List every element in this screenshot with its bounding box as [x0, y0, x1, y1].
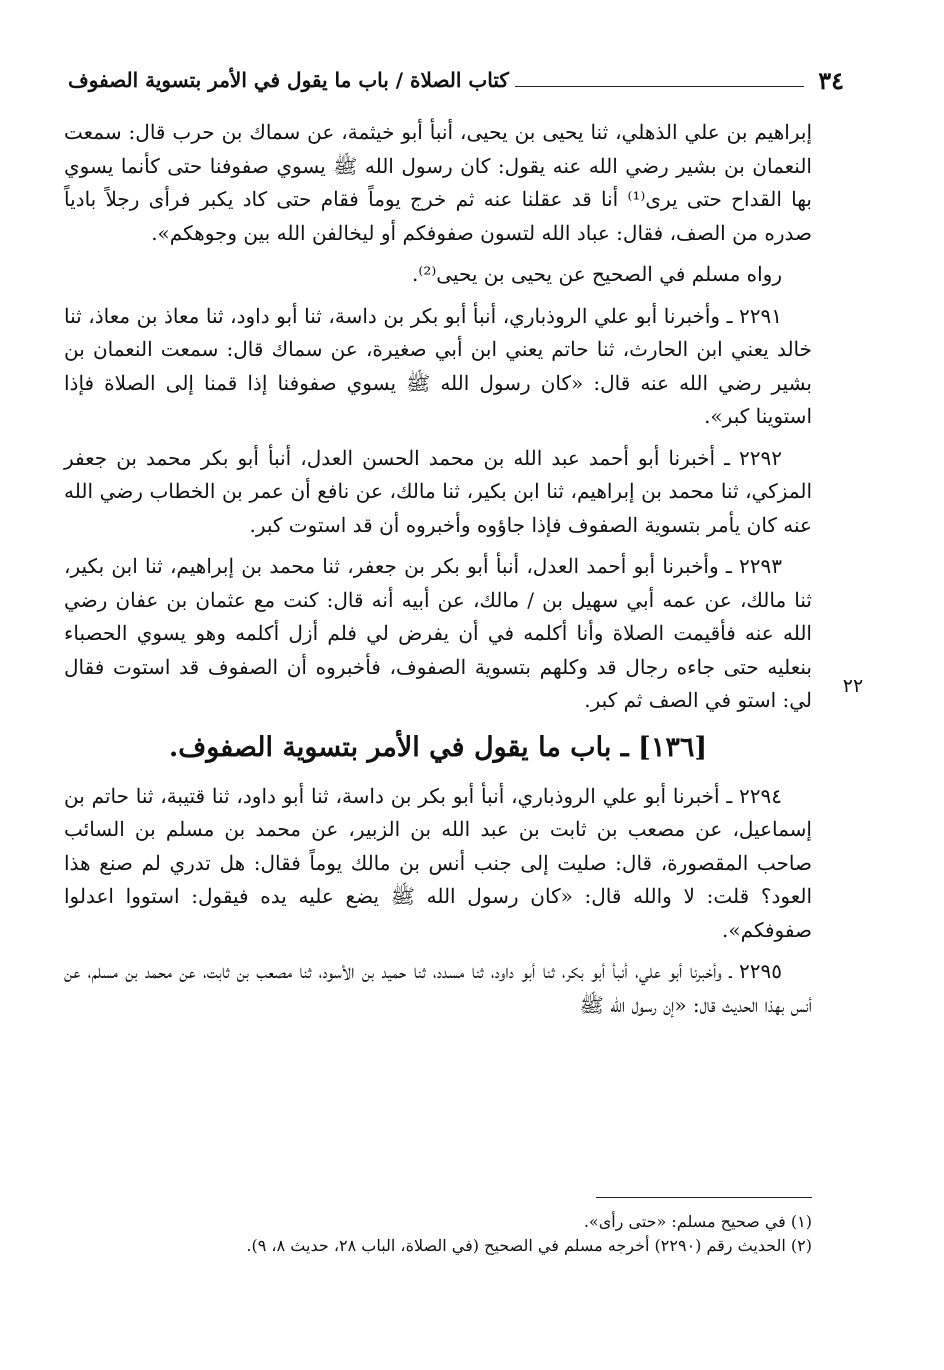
page-number: ٣٤ [818, 65, 844, 95]
paragraph: إبراهيم بن علي الذهلي، ثنا يحيى بن يحيى، أنبأ أبو خيثمة، عن سماك بن حرب قال: سمعت النعمان بن بشير رضي الله عنه يقول: كان رسول الله ﷺ يسوي صفوفنا حتى كأنما يسوي بها القداح حتى يرى⁽¹⁾ أنا قد عقلنا عنه ثم خرج يوماً فقام حتى كاد يكبر فرأى رجلاً بادياً صدره من الصف، فقال: عباد الله لتسون صفوفكم أو ليخالفن الله بين وجوهكم». [64, 120, 812, 245]
hadith-2292: ٢٢٩٢ ـ أخبرنا أبو أحمد عبد الله بن محمد الحسن العدل، أنبأ أبو بكر محمد بن جعفر المزكي، ثنا محمد بن إبراهيم، ثنا ابن بكير، ثنا مالك، عن نافع أن عمر بن الخطاب رضي الله عنه كان يأمر بتسوية الصفوف فإذا جاؤوه وأخبروه أن قد استوت كبر. [64, 445, 812, 537]
footnote-2: (٢) الحديث رقم (٢٢٩٠) أخرجه مسلم في الصحيح (في الصلاة، الباب ٢٨، حديث ٨، ٩). [246, 1236, 812, 1255]
chapter-heading: [١٣٦] ـ باب ما يقول في الأمر بتسوية الصفوف. [168, 731, 708, 763]
header-rule [515, 86, 804, 87]
hadith-2295: ٢٢٩٥ ـ وأخبرنا أبو علي، أنبأ أبو بكر، ثنا أبو داود، ثنا مسدد، ثنا حميد بن الأسود، ثنا مصعب بن ثابت، عن محمد بن مسلم، عن أنس بهذا الحديث قال: «إن رسول الله ﷺ [64, 959, 812, 1017]
margin-folio-number: ٢٢ [842, 675, 864, 697]
footnotes [64, 1210, 812, 1258]
hadith-2293: ٢٢٩٣ ـ وأخبرنا أبو أحمد العدل، أنبأ أبو بكر بن جعفر، ثنا محمد بن إبراهيم، ثنا ابن بكير، ثنا مالك، عن عمه أبي سهيل بن / مالك، عن أبيه أنه قال: كنت مع عثمان بن عفان رضي الله عنه فأقيمت الصلاة وأنا أكلمه في أن يفرض لي فلم أزل أكلمه وهو يسوي الحصباء بنعليه حتى جاءه رجال قد وكلهم بتسوية الصفوف، فأخبروه أن الصفوف قد استوت فقال لي: استو في الصف ثم كبر. [64, 554, 813, 712]
hadith-2291: ٢٢٩١ ـ وأخبرنا أبو علي الروذباري، أنبأ أبو بكر بن داسة، ثنا أبو داود، ثنا معاذ بن معاذ، ثنا خالد يعني ابن الحارث، ثنا حاتم يعني ابن أبي صغيرة، عن سماك قال: سمعت النعمان بن بشير رضي الله عنه قال: «كان رسول الله ﷺ يسوي صفوفنا إذا قمنا إلى الصلاة فإذا استوينا كبر». [64, 303, 812, 428]
paragraph: رواه مسلم في الصحيح عن يحيى بن يحيى⁽²⁾. [412, 262, 782, 286]
hadith-2294: ٢٢٩٤ ـ أخبرنا أبو علي الروذباري، أنبأ أبو بكر بن داسة، ثنا أبو داود، ثنا قتيبة، ثنا حاتم بن إسماعيل، عن مصعب بن ثابت بن عبد الله بن الزبير، عن محمد بن مسلم بن السائب صاحب المقصورة، قال: صليت إلى جنب أنس بن مالك يوماً فقال: هل تدري لم صنع هذا العود؟ قلت: لا والله قال: «كان رسول الله ﷺ يضع عليه يده فيقول: استووا اعدلوا صفوفكم». [64, 783, 812, 942]
main-text [64, 116, 812, 1030]
footnote-separator [596, 1197, 812, 1198]
running-title: كتاب الصلاة / باب ما يقول في الأمر بتسوية الصفوف [68, 68, 509, 92]
running-header [68, 60, 844, 100]
footnote-1: (١) في صحيح مسلم: «حتى رأى». [583, 1212, 812, 1231]
